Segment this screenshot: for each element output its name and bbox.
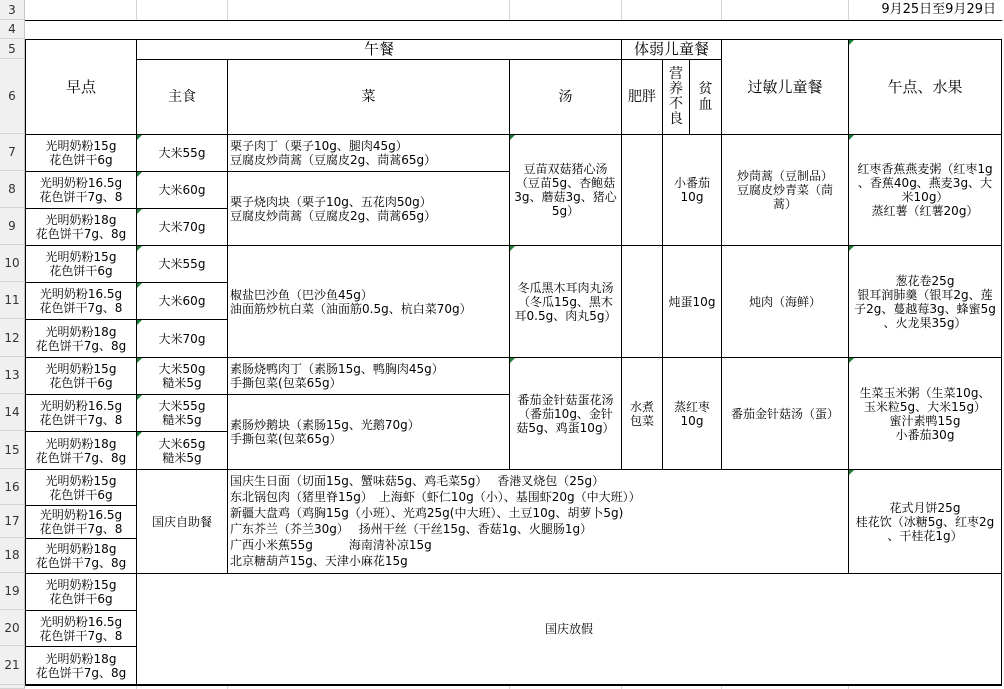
comment-indicator-icon (849, 246, 854, 251)
row-number[interactable]: 9 (0, 208, 25, 245)
header-allergy[interactable]: 过敏儿童餐 (721, 39, 849, 135)
header-anemia[interactable]: 贫 血 (689, 59, 722, 135)
date-range[interactable]: 9月25日至9月29日 (881, 2, 996, 17)
header-lunch[interactable]: 午餐 (136, 39, 622, 60)
breakfast-cell[interactable]: 光明奶粉15g 花色饼干6g (25, 573, 137, 611)
dish-cell[interactable]: 栗子烧肉块（栗子10g、五花肉50g） 豆腐皮炒茼蒿（豆腐皮2g、茼蒿65g） (227, 171, 510, 246)
breakfast-cell[interactable]: 光明奶粉16.5g 花色饼干7g、8 (25, 610, 137, 647)
row-number[interactable]: 5 (0, 39, 25, 59)
comment-indicator-icon (137, 283, 142, 288)
comment-indicator-icon (137, 246, 142, 251)
header-dish[interactable]: 菜 (227, 59, 510, 135)
allergy-cell[interactable]: 炒茼蒿（豆制品） 豆腐皮炒青菜（茼 蒿） (721, 134, 849, 246)
obese-cell[interactable] (621, 134, 663, 246)
comment-indicator-icon (137, 320, 142, 325)
allergy-cell[interactable]: 炖肉（海鲜） (721, 245, 849, 358)
allergy-cell[interactable]: 番茄金针菇汤（蛋） (721, 357, 849, 470)
staple-cell[interactable]: 大米55g 糙米5g (136, 394, 228, 432)
row-number[interactable]: 18 (0, 538, 25, 573)
breakfast-cell[interactable]: 光明奶粉18g 花色饼干7g、8g (25, 431, 137, 470)
breakfast-cell[interactable]: 光明奶粉18g 花色饼干7g、8g (25, 538, 137, 574)
breakfast-cell[interactable]: 光明奶粉18g 花色饼干7g、8g (25, 319, 137, 358)
row-number[interactable]: 19 (0, 573, 25, 610)
row-number[interactable]: 14 (0, 394, 25, 431)
comment-indicator-icon (137, 209, 142, 214)
row-number[interactable]: 20 (0, 610, 25, 646)
breakfast-cell[interactable]: 光明奶粉16.5g 花色饼干7g、8 (25, 282, 137, 320)
dish-cell[interactable]: 素肠烧鸭肉丁（素肠15g、鸭胸肉45g） 手撕包菜(包菜65g） (227, 357, 510, 395)
soup-cell[interactable]: 冬瓜黑木耳肉丸汤 （冬瓜15g、黑木 耳0.5g、肉丸5g） (509, 245, 622, 358)
comment-indicator-icon (137, 172, 142, 177)
comment-indicator-icon (849, 358, 854, 363)
holiday-cell[interactable]: 国庆放假 (136, 573, 1002, 685)
header-snack-fruit[interactable]: 午点、水果 (848, 39, 1002, 135)
row-number[interactable]: 3 (0, 0, 25, 20)
row-number[interactable]: 6 (0, 59, 25, 134)
comment-indicator-icon (137, 395, 142, 400)
malnutrition-anemia-cell[interactable]: 小番茄 10g (662, 134, 722, 246)
obese-cell[interactable]: 水煮 包菜 (621, 357, 663, 470)
staple-cell[interactable]: 大米55g (136, 134, 228, 172)
comment-indicator-icon (137, 358, 142, 363)
row-number[interactable]: 10 (0, 245, 25, 282)
breakfast-cell[interactable]: 光明奶粉15g 花色饼干6g (25, 245, 137, 283)
row-number[interactable]: 4 (0, 20, 25, 39)
comment-indicator-icon (510, 246, 515, 251)
staple-cell[interactable]: 大米65g 糙米5g (136, 431, 228, 470)
breakfast-cell[interactable]: 光明奶粉15g 花色饼干6g (25, 134, 137, 172)
row-number[interactable]: 16 (0, 469, 25, 505)
comment-indicator-icon (137, 135, 142, 140)
breakfast-cell[interactable]: 光明奶粉18g 花色饼干7g、8g (25, 208, 137, 246)
snack-cell[interactable]: 葱花卷25g 银耳润肺羹（银耳2g、莲 子2g、蔓越莓3g、蜂蜜5g 、火龙果35g） (848, 245, 1002, 358)
malnutrition-anemia-cell[interactable]: 炖蛋10g (662, 245, 722, 358)
comment-indicator-icon (849, 470, 854, 475)
snack-cell[interactable]: 红枣香蕉燕麦粥（红枣1g 、香蕉40g、燕麦3g、大 米10g） 蒸红薯（红薯20g） (848, 134, 1002, 246)
obese-cell[interactable] (621, 245, 663, 358)
header-obese[interactable]: 肥胖 (621, 59, 663, 135)
dish-cell[interactable]: 栗子肉丁（栗子10g、腿肉45g） 豆腐皮炒茼蒿（豆腐皮2g、茼蒿65g） (227, 134, 510, 172)
row-number[interactable]: 21 (0, 646, 25, 685)
breakfast-cell[interactable]: 光明奶粉15g 花色饼干6g (25, 469, 137, 506)
header-weak-children[interactable]: 体弱儿童餐 (621, 39, 722, 60)
breakfast-cell[interactable]: 光明奶粉16.5g 花色饼干7g、8 (25, 505, 137, 539)
header-soup[interactable]: 汤 (509, 59, 622, 135)
row-number[interactable] (0, 685, 25, 689)
row-number[interactable]: 7 (0, 134, 25, 171)
header-staple[interactable]: 主食 (136, 59, 228, 135)
staple-cell[interactable]: 国庆自助餐 (136, 469, 228, 574)
row-number[interactable]: 11 (0, 282, 25, 319)
dish-cell[interactable]: 素肠炒鹅块（素肠15g、光鹅70g） 手撕包菜(包菜65g） (227, 394, 510, 470)
snack-cell[interactable]: 生菜玉米粥（生菜10g、 玉米粒5g、大米15g） 蜜汁素鸭15g 小番茄30g (848, 357, 1002, 470)
soup-cell[interactable]: 豆苗双菇猪心汤 （豆苗5g、杏鲍菇 3g、蘑菇3g、猪心 5g） (509, 134, 622, 246)
comment-indicator-icon (137, 432, 142, 437)
staple-cell[interactable]: 大米70g (136, 319, 228, 358)
snack-cell[interactable]: 花式月饼25g 桂花饮（冰糖5g、红枣2g 、干桂花1g） (848, 469, 1002, 574)
header-breakfast[interactable]: 早点 (25, 39, 137, 135)
row-number[interactable]: 17 (0, 505, 25, 538)
breakfast-cell[interactable]: 光明奶粉18g 花色饼干7g、8g (25, 646, 137, 685)
staple-cell[interactable]: 大米50g 糙米5g (136, 357, 228, 395)
row-number[interactable]: 13 (0, 357, 25, 394)
malnutrition-anemia-cell[interactable]: 蒸红枣 10g (662, 357, 722, 470)
soup-cell[interactable]: 番茄金针菇蛋花汤 （番茄10g、金针 菇5g、鸡蛋10g） (509, 357, 622, 470)
staple-cell[interactable]: 大米60g (136, 282, 228, 320)
header-malnutrition[interactable]: 营 养 不 良 (662, 59, 690, 135)
comment-indicator-icon (849, 40, 854, 45)
breakfast-cell[interactable]: 光明奶粉16.5g 花色饼干7g、8 (25, 394, 137, 432)
comment-indicator-icon (510, 358, 515, 363)
staple-cell[interactable]: 大米70g (136, 208, 228, 246)
row-number[interactable]: 15 (0, 431, 25, 469)
row-number[interactable]: 12 (0, 319, 25, 357)
breakfast-cell[interactable]: 光明奶粉15g 花色饼干6g (25, 357, 137, 395)
row-number[interactable]: 8 (0, 171, 25, 208)
staple-cell[interactable]: 大米55g (136, 245, 228, 283)
comment-indicator-icon (849, 135, 854, 140)
staple-cell[interactable]: 大米60g (136, 171, 228, 209)
comment-indicator-icon (510, 135, 515, 140)
dish-cell[interactable]: 椒盐巴沙鱼（巴沙鱼45g） 油面筋炒杭白菜（油面筋0.5g、杭白菜70g） (227, 245, 510, 358)
breakfast-cell[interactable]: 光明奶粉16.5g 花色饼干7g、8 (25, 171, 137, 209)
dish-cell[interactable]: 国庆生日面（切面15g、蟹味菇5g、鸡毛菜5g） 香港叉烧包（25g） 东北锅包肉（猪里脊15g） 上海虾（虾仁10g（小）、基围虾20g（中大班）） 新疆大盘鸡（鸡胸15g（小班）、光鸡25g(中大班）、土豆10g、胡萝卜5g) 广东芥兰（芥兰30g） 扬州干丝（干丝15g、香菇1g、火腿肠1g） 广西小米蕉55g 海南清补凉15g 北京糖葫芦15g、天津小麻花15g (227, 469, 849, 574)
